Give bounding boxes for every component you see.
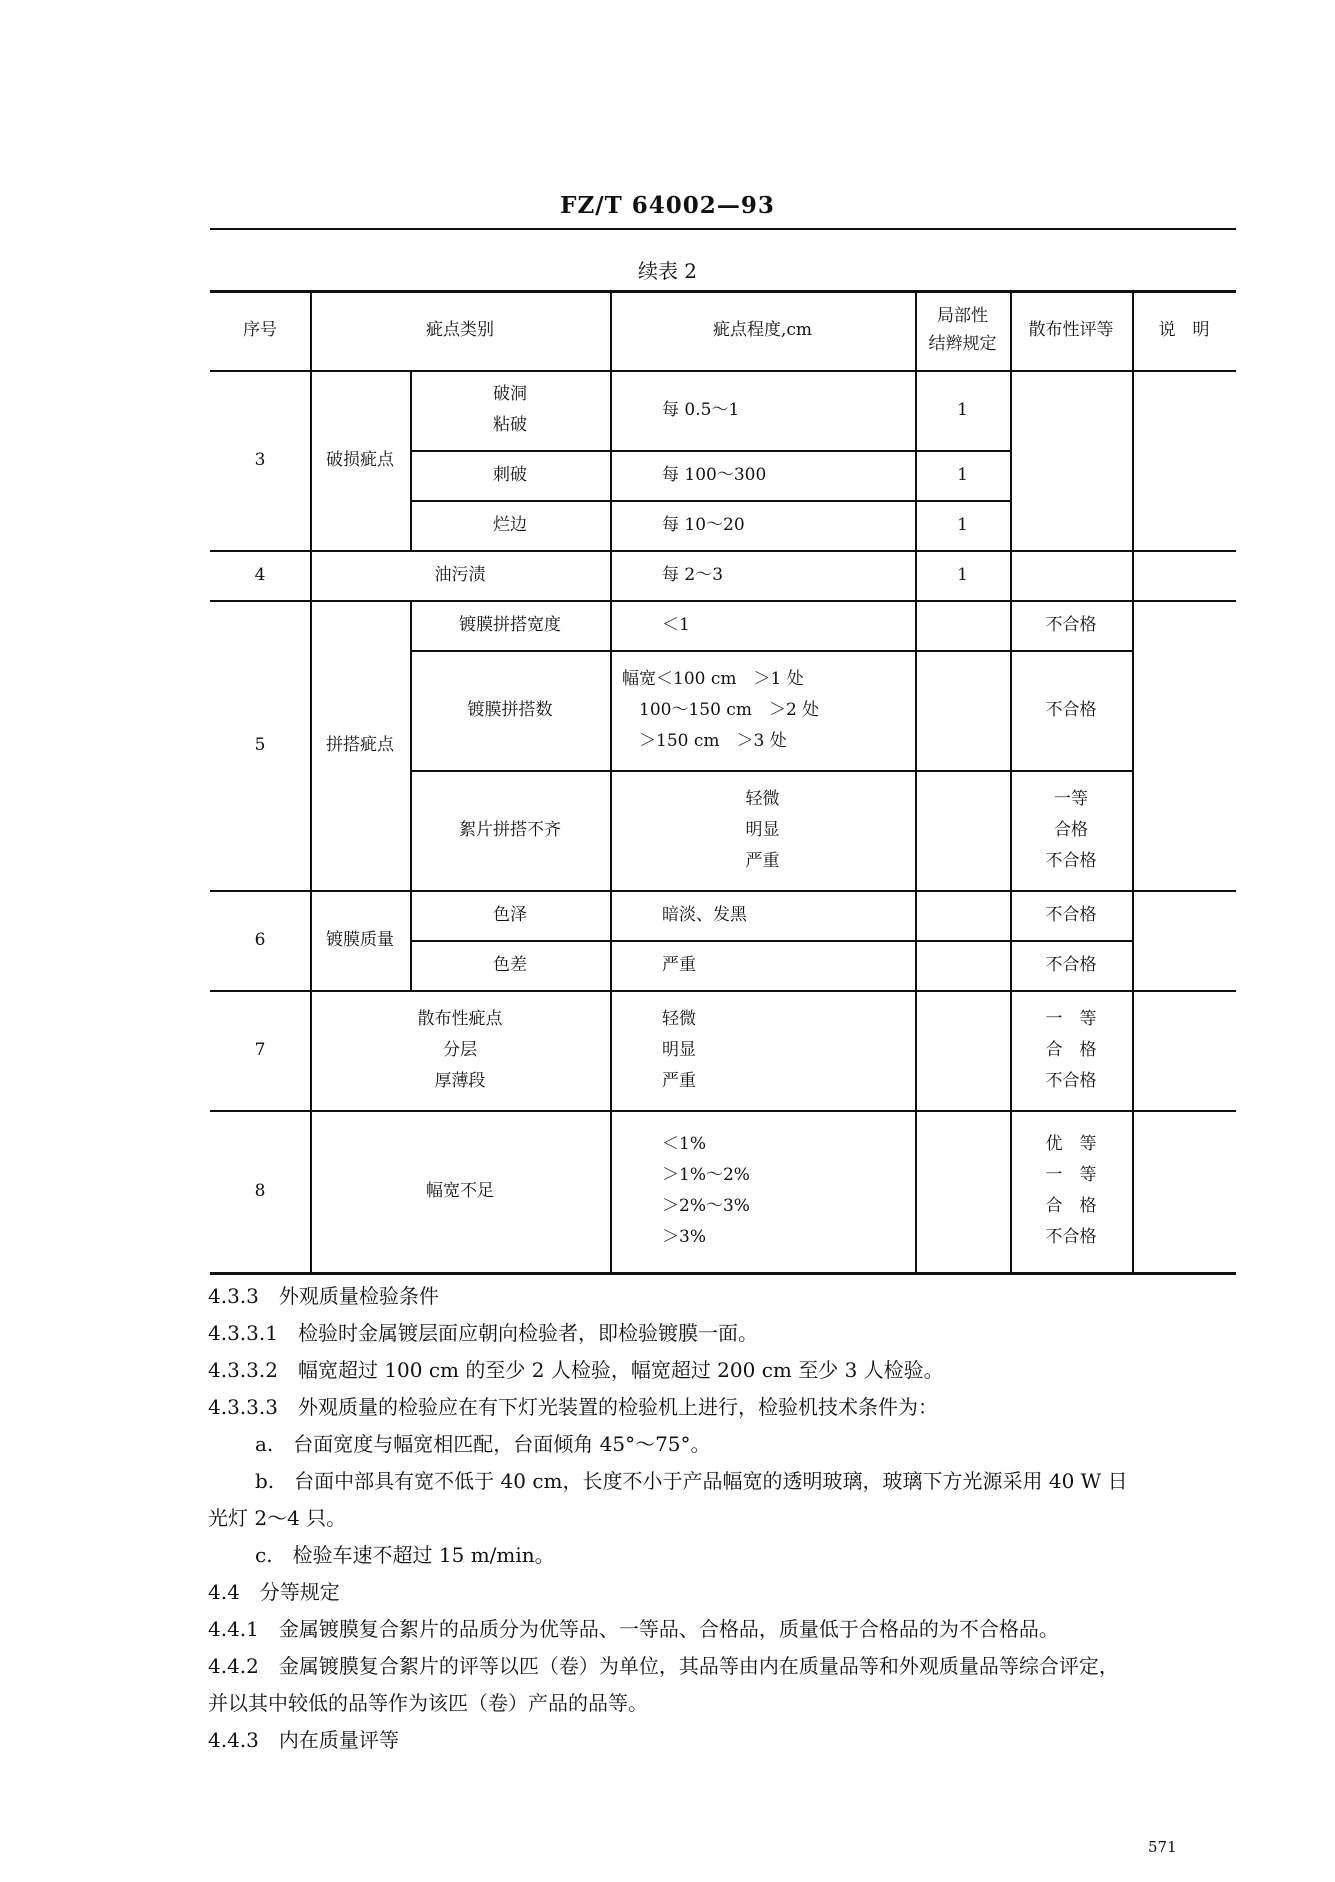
paragraph: 4.4.1 金属镀膜复合絮片的品质分为优等品、一等品、合格品，质量低于合格品的为不合格品。 (208, 1617, 1059, 1641)
dispersed-grade: 一等 合格 不合格 (1045, 788, 1097, 871)
standard-number: FZ/T 64002—93 (560, 192, 775, 219)
col-header-dispersed: 散布性评等 (1028, 320, 1114, 340)
section-heading: 4.4.3 内在质量评等 (208, 1728, 399, 1752)
list-item: c. 检验车速不超过 15 m/min。 (255, 1543, 555, 1567)
dispersed-grade: 不合格 (1045, 699, 1097, 720)
dispersed-grade: 不合格 (1045, 904, 1097, 925)
dispersed-grade: 一 等 合 格 不合格 (1045, 1008, 1097, 1091)
col-header-note: 说 明 (1158, 320, 1210, 340)
defect-name: 幅宽不足 (426, 1180, 494, 1201)
dispersed-grade: 优 等 一 等 合 格 不合格 (1045, 1134, 1097, 1247)
defect-name: 色差 (493, 954, 527, 975)
defect-degree: 每 0.5～1 (662, 399, 740, 420)
defect-name: 镀膜拼搭宽度 (459, 614, 561, 635)
defect-name: 絮片拼搭不齐 (459, 819, 561, 840)
section-heading: 4.4 分等规定 (208, 1580, 340, 1604)
dispersed-grade: 不合格 (1045, 614, 1097, 635)
col-rule (1132, 290, 1134, 1274)
table-bottom-rule (210, 1272, 1236, 1275)
section-heading: 4.3.3 外观质量检验条件 (208, 1284, 439, 1308)
defect-degree: 每 10～20 (662, 514, 745, 535)
defect-name: 色泽 (493, 904, 527, 925)
defect-group: 拼搭疵点 (326, 734, 394, 755)
defect-degree: 轻微 明显 严重 (662, 1008, 696, 1091)
dispersed-grade: 不合格 (1045, 954, 1097, 975)
defect-name: 镀膜拼搭数 (467, 699, 553, 720)
defect-degree: 轻微 明显 严重 (745, 788, 780, 871)
defect-degree: 幅宽＜100 cm ＞1 处 100～150 cm ＞2 处 ＞150 cm ＞3 处 (622, 668, 820, 751)
defect-group: 破损疵点 (326, 449, 394, 470)
col-header-category: 疵点类别 (426, 320, 494, 340)
row-number: 8 (254, 1180, 266, 1201)
list-item: b. 台面中部具有宽不低于 40 cm，长度不小于产品幅宽的透明玻璃，玻璃下方光源采用 40 W 日 (255, 1469, 1128, 1493)
paragraph: 4.4.2 金属镀膜复合絮片的评等以匹（卷）为单位，其品等由内在质量品等和外观质量品等综合评定， (208, 1654, 1119, 1678)
defect-degree: ＜1 (662, 614, 690, 635)
row-number: 7 (254, 1039, 266, 1060)
row-number: 4 (254, 564, 266, 585)
header-rule (210, 228, 1236, 230)
col-header-degree: 疵点程度,cm (712, 320, 813, 340)
paragraph: 4.3.3.2 幅宽超过 100 cm 的至少 2 人检验，幅宽超过 200 cm 至少 3 人检验。 (208, 1358, 944, 1382)
defect-degree: 每 100～300 (662, 464, 767, 485)
paragraph: 4.3.3.1 检验时金属镀层面应朝向检验者，即检验镀膜一面。 (208, 1321, 758, 1345)
defect-group: 镀膜质量 (326, 929, 394, 950)
paragraph-continuation: 并以其中较低的品等作为该匹（卷）产品的品等。 (208, 1691, 648, 1715)
defect-name: 烂边 (493, 514, 527, 535)
table-caption: 续表 2 (637, 259, 698, 283)
local-rule: 1 (957, 514, 968, 535)
page-number: 571 (1148, 1838, 1177, 1856)
defect-name: 破洞 粘破 (493, 384, 527, 435)
row-number: 6 (254, 929, 266, 950)
local-rule: 1 (957, 564, 968, 585)
defect-degree: 严重 (662, 954, 696, 975)
row-number: 5 (254, 734, 266, 755)
defect-degree: 暗淡、发黑 (662, 904, 747, 925)
defect-name: 刺破 (493, 464, 527, 485)
defect-name: 散布性疵点 分层 厚薄段 (417, 1008, 503, 1091)
list-item: a. 台面宽度与幅宽相匹配，台面倾角 45°～75°。 (255, 1432, 711, 1456)
defect-degree: 每 2～3 (662, 564, 724, 585)
list-item-continuation: 光灯 2～4 只。 (208, 1506, 347, 1530)
paragraph: 4.3.3.3 外观质量的检验应在有下灯光装置的检验机上进行，检验机技术条件为： (208, 1395, 938, 1419)
col-header-local: 局部性 结辫规定 (928, 306, 997, 354)
col-header-no: 序号 (243, 320, 277, 340)
local-rule: 1 (957, 464, 968, 485)
row-number: 3 (254, 449, 266, 470)
defect-name: 油污渍 (434, 564, 486, 585)
local-rule: 1 (957, 399, 968, 420)
defect-degree: ＜1% ＞1%～2% ＞2%～3% ＞3% (662, 1134, 750, 1247)
